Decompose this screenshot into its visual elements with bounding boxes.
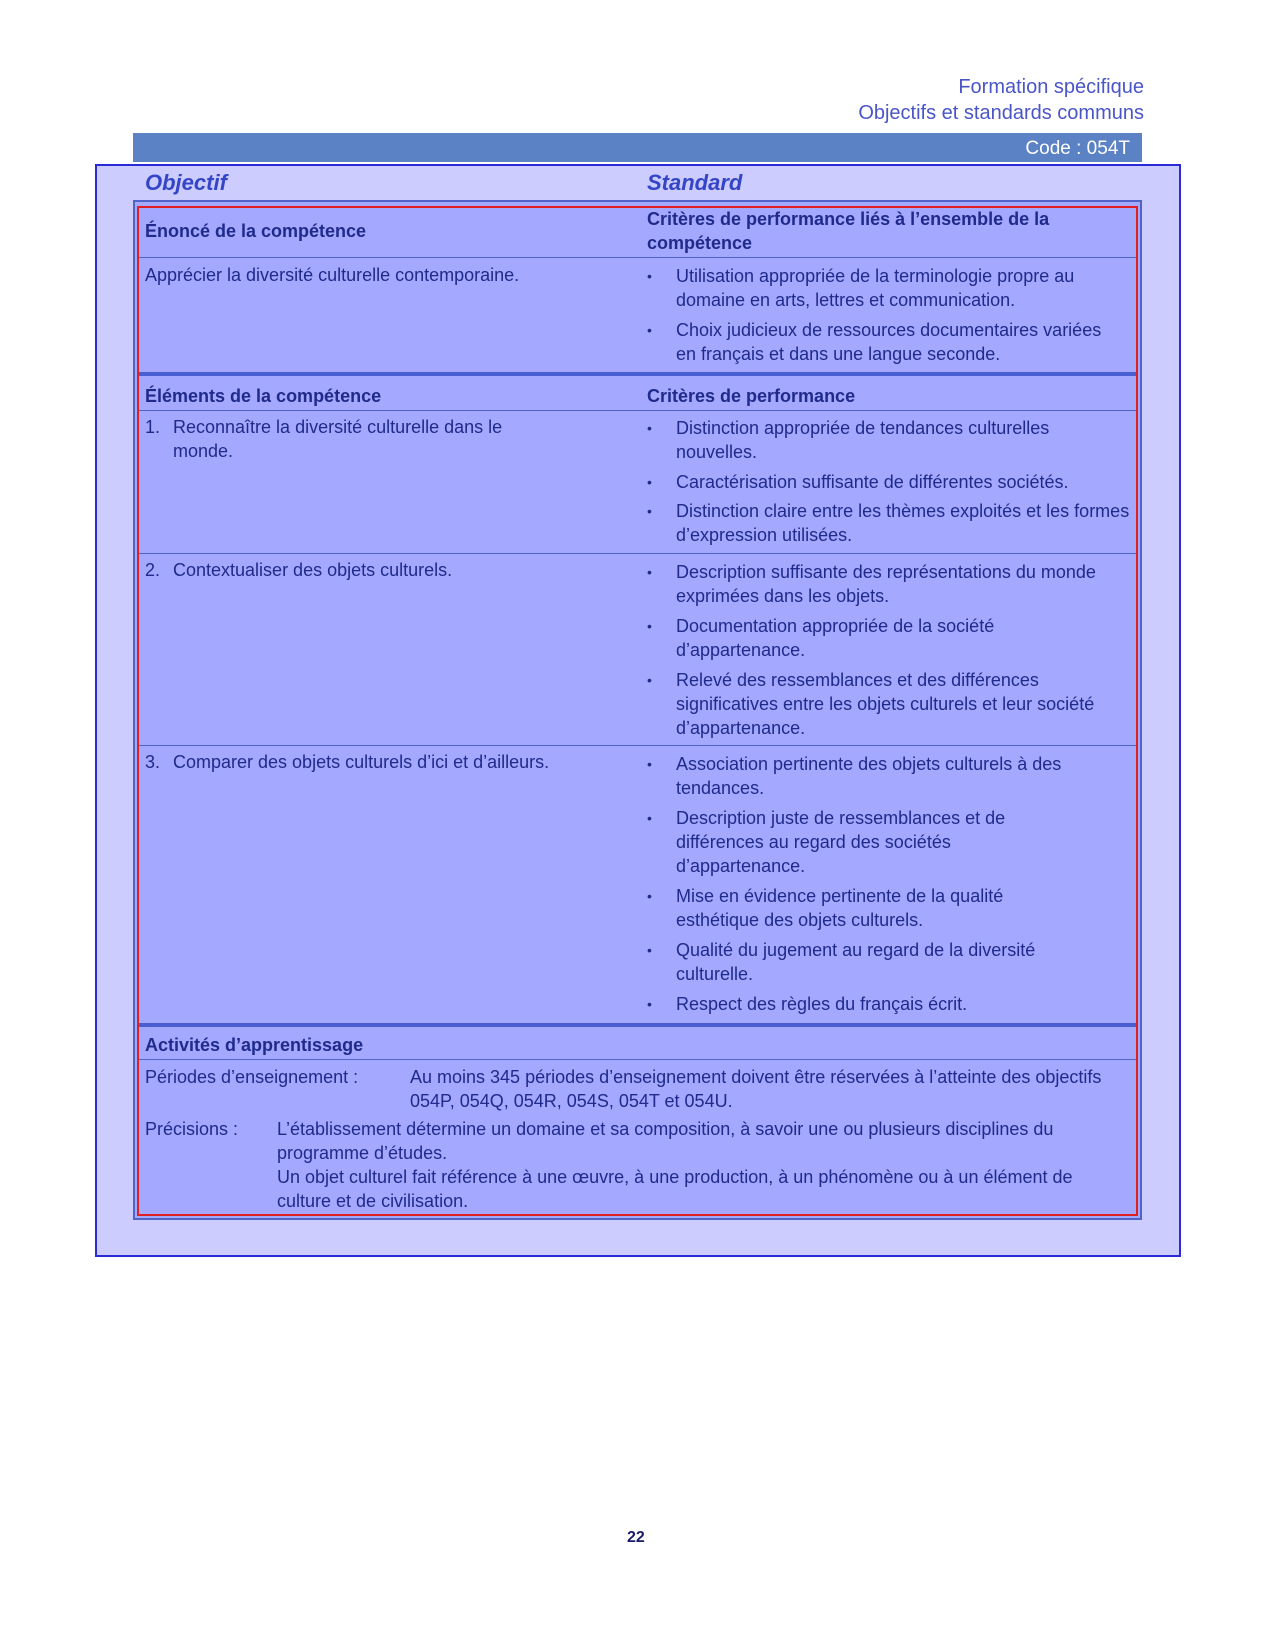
bullet-icon: •	[647, 942, 652, 958]
code-label: Code : 054T	[1025, 138, 1130, 159]
enonce-label: Énoncé de la compétence	[145, 221, 367, 241]
bullet-icon: •	[647, 503, 652, 519]
element-criterion: Respect des règles du français écrit.	[676, 994, 968, 1014]
precisions-label: Précisions :	[145, 1119, 239, 1139]
element-criterion: Caractérisation suffisante de différentes sociétés.	[676, 472, 1069, 492]
elements-criteria-label: Critères de performance	[647, 386, 856, 406]
element-criterion: Association pertinente des objets culturels à des tendances.	[676, 754, 1062, 798]
element-number: 2.	[145, 560, 161, 580]
element-criterion: Description suffisante des représentations du monde exprimées dans les objets.	[676, 562, 1096, 606]
divider	[137, 745, 1138, 746]
code-bar	[133, 133, 1142, 162]
divider	[137, 1059, 1138, 1060]
header-formation: Formation spécifique	[958, 76, 1144, 98]
divider	[137, 410, 1138, 411]
element-criterion: Documentation appropriée de la société d’appartenance.	[676, 616, 995, 660]
bullet-icon: •	[647, 756, 652, 772]
activites-label: Activités d’apprentissage	[145, 1035, 364, 1055]
objectif-heading: Objectif	[145, 170, 227, 195]
bullet-icon: •	[647, 420, 652, 436]
bullet-icon: •	[647, 810, 652, 826]
standard-heading: Standard	[647, 170, 743, 195]
divider	[137, 553, 1138, 554]
enonce-criterion: Utilisation appropriée de la terminologie propre au domaine en arts, lettres et communication.	[676, 266, 1075, 310]
element-criterion: Distinction claire entre les thèmes exploités et les formes d’expression utilisées.	[676, 501, 1130, 545]
header-objectifs: Objectifs et standards communs	[858, 102, 1144, 124]
enonce-criterion: Choix judicieux de ressources documentaires variées en français et dans une langue seconde.	[676, 320, 1102, 364]
bullet-icon: •	[647, 564, 652, 580]
element-criterion: Distinction appropriée de tendances culturelles nouvelles.	[676, 418, 1050, 462]
element-number: 1.	[145, 417, 161, 437]
section-divider	[137, 1023, 1138, 1027]
elements-label: Éléments de la compétence	[145, 386, 382, 406]
divider	[137, 257, 1138, 258]
periodes-label: Périodes d’enseignement :	[145, 1067, 359, 1087]
bullet-icon: •	[647, 672, 652, 688]
bullet-icon: •	[647, 474, 652, 490]
enonce-text: Apprécier la diversité culturelle contemporaine.	[145, 265, 520, 285]
element-text: Comparer des objets culturels d’ici et d’ailleurs.	[173, 752, 550, 772]
bullet-icon: •	[647, 618, 652, 634]
element-number: 3.	[145, 752, 161, 772]
element-criterion: Mise en évidence pertinente de la qualité esthétique des objets culturels.	[676, 886, 1004, 930]
section-divider	[137, 372, 1138, 376]
element-text: Reconnaître la diversité culturelle dans le monde.	[173, 417, 503, 461]
enonce-criteria-label: Critères de performance liés à l’ensemble de la compétence	[647, 209, 1050, 253]
page-number: 22	[627, 1529, 645, 1546]
bullet-icon: •	[647, 888, 652, 904]
bullet-icon: •	[647, 268, 652, 284]
element-criterion: Description juste de ressemblances et de différences au regard des sociétés d’appartenance.	[676, 808, 1006, 876]
periodes-text: Au moins 345 périodes d’enseignement doivent être réservées à l’atteinte des objectifs 054P, 054Q, 054R, 054S, 054T et 054U.	[410, 1067, 1102, 1111]
precisions-text-2: Un objet culturel fait référence à une œuvre, à une production, à un phénomène ou à un élément de culture et de civilisation.	[277, 1167, 1073, 1211]
bullet-icon: •	[647, 322, 652, 338]
element-text: Contextualiser des objets culturels.	[173, 560, 453, 580]
element-criterion: Relevé des ressemblances et des différences significatives entre les objets culturels et leur société d’appartenance.	[676, 670, 1095, 738]
element-criterion: Qualité du jugement au regard de la diversité culturelle.	[676, 940, 1036, 984]
bullet-icon: •	[647, 996, 652, 1012]
precisions-text-1: L’établissement détermine un domaine et sa composition, à savoir une ou plusieurs disciplines du programme d’études.	[277, 1119, 1054, 1163]
